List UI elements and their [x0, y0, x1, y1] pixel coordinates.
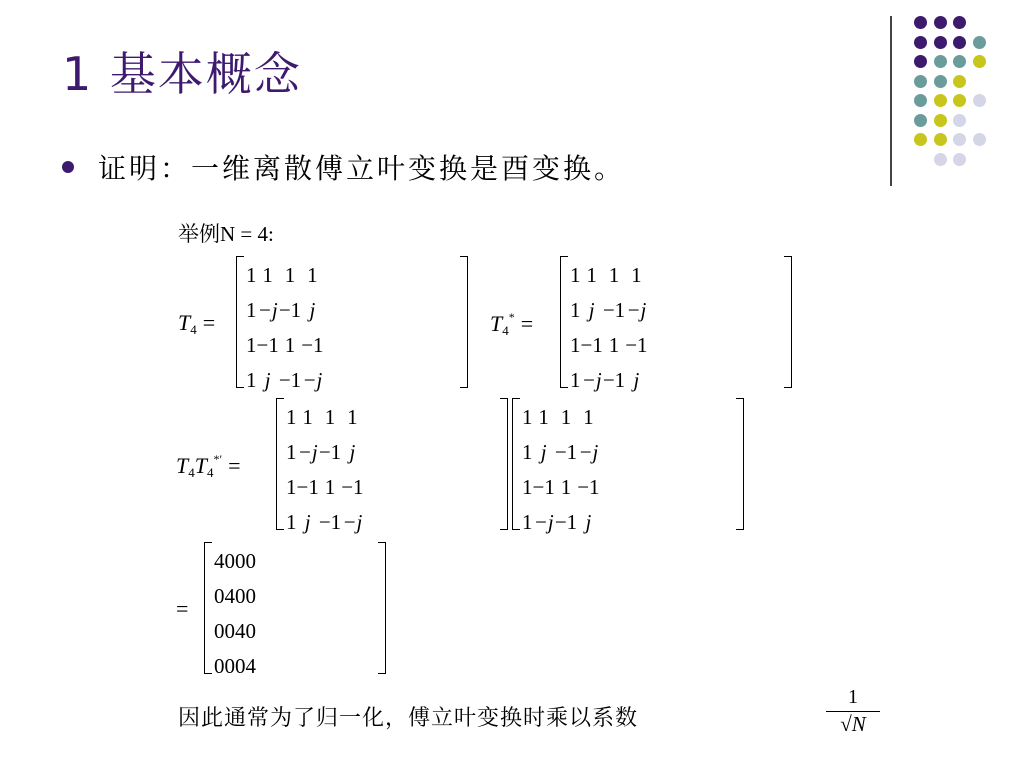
matrix-cell: j	[585, 510, 592, 534]
matrix-cell: −j	[257, 298, 278, 322]
matrix-cell: 1	[324, 405, 336, 429]
t4-conj-label: $T_4^*$ =	[490, 310, 534, 338]
matrix-cell: −1	[318, 510, 342, 534]
fraction-denominator: √N	[840, 712, 866, 736]
matrix-cell: 1	[560, 475, 572, 499]
decorative-dot	[914, 75, 927, 88]
right-bracket	[500, 398, 508, 530]
matrix-cell: 1	[284, 263, 296, 287]
matrix-cell: 1	[286, 440, 297, 464]
matrix-cell: −1	[301, 333, 324, 357]
matrix-cell: 4	[224, 584, 235, 608]
matrix-cell: 4	[214, 549, 225, 573]
decorative-dot	[934, 16, 947, 29]
matrix-cell: j	[540, 440, 547, 464]
decorative-dot	[914, 55, 927, 68]
decorative-dot	[953, 133, 966, 146]
matrix-cell: 1	[570, 298, 581, 322]
matrix-cell: −1	[341, 475, 364, 499]
matrix-t4	[236, 256, 468, 392]
decorative-dot	[973, 36, 986, 49]
product-label: $T_4T_4^{*'}$ =	[176, 452, 241, 480]
matrix-cell: 0	[224, 619, 235, 643]
matrix-cell: 1	[246, 298, 257, 322]
matrix-cell: 1	[246, 368, 257, 392]
decorative-dot	[934, 55, 947, 68]
matrix-cell: 1	[302, 405, 313, 429]
matrix-cell: 0	[224, 549, 235, 573]
matrix-cell: −j	[302, 368, 323, 392]
decorative-dot	[914, 114, 927, 127]
decorative-dot	[973, 94, 986, 107]
matrix-cell: 1	[324, 475, 336, 499]
matrix-cell: 0	[235, 549, 246, 573]
decorative-dot	[953, 114, 966, 127]
left-bracket	[204, 542, 212, 674]
matrix-cell: 1	[608, 263, 620, 287]
matrix-cell: 1	[570, 368, 581, 392]
decorative-dot	[953, 75, 966, 88]
decorative-dot	[953, 55, 966, 68]
matrix-cell: −j	[533, 510, 554, 534]
decorative-dot	[973, 55, 986, 68]
slide-title: 1 基本概念	[62, 47, 302, 101]
matrix-cell: 1	[347, 405, 358, 429]
example-label: 举例N = 4:	[178, 222, 274, 246]
result-equals: =	[176, 596, 189, 621]
matrix-cell: −j	[297, 440, 318, 464]
matrix-cell: 1	[522, 405, 533, 429]
matrix-cell: 1	[583, 405, 594, 429]
matrix-cell: 0	[235, 654, 246, 678]
matrix-cell: −1	[256, 333, 279, 357]
matrix-cell: −1	[532, 475, 555, 499]
matrix-cell: 1	[570, 333, 581, 357]
decorative-dot	[934, 133, 947, 146]
fraction-numerator: 1	[826, 686, 880, 712]
decorative-dot	[934, 114, 947, 127]
decorative-dot	[934, 94, 947, 107]
matrix-cell: 1	[538, 405, 549, 429]
matrix-cell: 1	[286, 510, 297, 534]
matrix-cell: −1	[625, 333, 648, 357]
matrix-cell: −1	[602, 298, 626, 322]
matrix-cell: 1	[286, 475, 297, 499]
matrix-product-left	[276, 398, 508, 534]
matrix-cell: 4	[235, 619, 246, 643]
bullet-item	[62, 147, 625, 187]
matrix-cell: j	[264, 368, 271, 392]
matrix-cell: −1	[602, 368, 626, 392]
matrix-cell: 1	[631, 263, 642, 287]
normalization-fraction	[826, 686, 880, 737]
right-bracket	[784, 256, 792, 388]
matrix-cell: 1	[560, 405, 572, 429]
matrix-cell: j	[633, 368, 640, 392]
matrix-cell: 4	[245, 654, 256, 678]
matrix-cell: 0	[235, 584, 246, 608]
decorative-dot	[934, 75, 947, 88]
bullet-icon	[62, 161, 74, 173]
decorative-dot	[973, 133, 986, 146]
matrix-cell: 1	[307, 263, 318, 287]
bullet-text: 证明：一维离散傅立叶变换是酉变换。	[98, 152, 626, 185]
decorative-dot	[953, 36, 966, 49]
matrix-cell: −1	[296, 475, 319, 499]
decorative-dot	[914, 36, 927, 49]
decorative-dot	[953, 153, 966, 166]
matrix-cell: 0	[245, 549, 256, 573]
matrix-product-right	[512, 398, 744, 534]
matrix-cell: 1	[284, 333, 296, 357]
conclusion-text: 因此通常为了归一化，傅立叶变换时乘以系数	[178, 706, 639, 731]
matrix-cell: 1	[246, 263, 257, 287]
decorative-dot	[934, 36, 947, 49]
right-bracket	[736, 398, 744, 530]
matrix-cell: −1	[278, 368, 302, 392]
decorative-dot	[914, 94, 927, 107]
right-bracket	[460, 256, 468, 388]
matrix-cell: 1	[246, 333, 257, 357]
matrix-cell: −1	[278, 298, 302, 322]
matrix-cell: −j	[581, 368, 602, 392]
left-bracket	[276, 398, 284, 530]
matrix-cell: j	[309, 298, 316, 322]
decorative-dot	[914, 133, 927, 146]
right-bracket	[378, 542, 386, 674]
matrix-cell: j	[588, 298, 595, 322]
matrix-cell: 1	[522, 440, 533, 464]
matrix-cell: −j	[626, 298, 647, 322]
matrix-cell: 0	[224, 654, 235, 678]
matrix-cell: −j	[342, 510, 363, 534]
decorative-dot	[953, 94, 966, 107]
matrix-cell: 0	[214, 654, 225, 678]
matrix-cell: −1	[554, 440, 578, 464]
t4-label: $T_4$ =	[178, 310, 216, 337]
left-bracket	[560, 256, 568, 388]
matrix-cell: 0	[214, 619, 225, 643]
matrix-cell: 1	[522, 510, 533, 534]
matrix-cell: 1	[262, 263, 273, 287]
matrix-result	[204, 542, 386, 678]
decorative-dot	[953, 16, 966, 29]
matrix-cell: 0	[245, 619, 256, 643]
matrix-cell: j	[304, 510, 311, 534]
matrix-cell: −1	[318, 440, 342, 464]
matrix-cell: j	[349, 440, 356, 464]
matrix-cell: −1	[554, 510, 578, 534]
left-bracket	[236, 256, 244, 388]
matrix-cell: 1	[608, 333, 620, 357]
matrix-cell: 1	[586, 263, 597, 287]
left-bracket	[512, 398, 520, 530]
matrix-cell: 0	[214, 584, 225, 608]
matrix-cell: 1	[286, 405, 297, 429]
matrix-cell: −j	[578, 440, 599, 464]
matrix-t4-conjugate	[560, 256, 792, 392]
matrix-cell: −1	[580, 333, 603, 357]
matrix-cell: 1	[570, 263, 581, 287]
decorative-dot	[914, 16, 927, 29]
decorative-dot	[934, 153, 947, 166]
matrix-cell: −1	[577, 475, 600, 499]
matrix-cell: 1	[522, 475, 533, 499]
matrix-cell: 0	[245, 584, 256, 608]
